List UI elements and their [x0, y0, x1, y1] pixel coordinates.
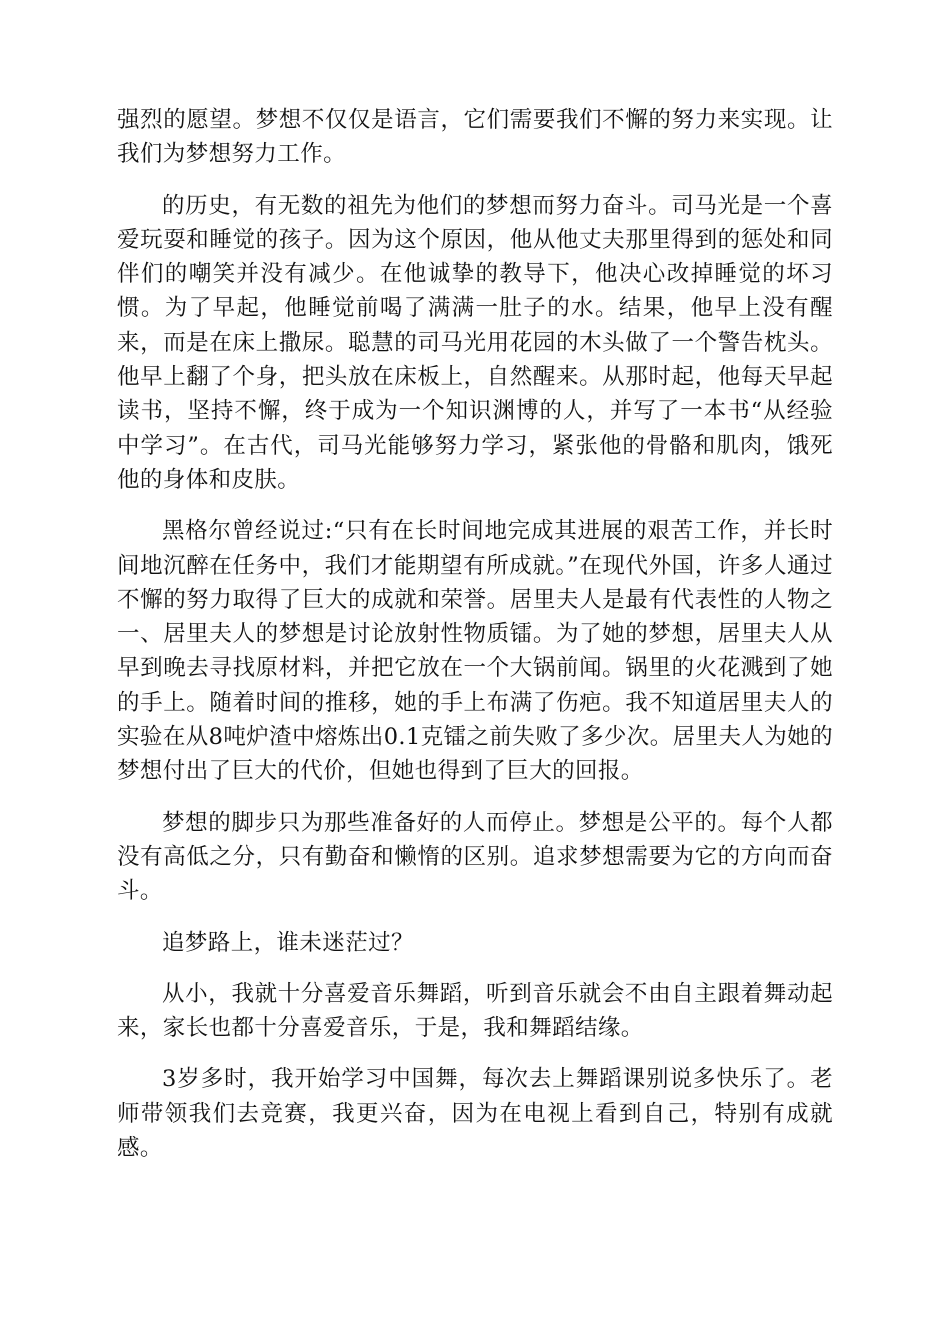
- paragraph: 黑格尔曾经说过:“只有在长时间地完成其进展的艰苦工作，并长时间地沉醉在任务中，我们才能期望有所成就。”在现代外国，许多人通过不懈的努力取得了巨大的成就和荣誉。居里夫人是最有代表性的人物之一、居里夫人的梦想是讨论放射性物质镭。为了她的梦想，居里夫人从早到晚去寻找原材料，并把它放在一个大锅前闻。锅里的火花溅到了她的手上。随着时间的推移，她的手上布满了伤疤。我不知道居里夫人的实验在从8吨炉渣中熔炼出0.1克镭之前失败了多少次。居里夫人为她的梦想付出了巨大的代价，但她也得到了巨大的回报。: [117, 518, 833, 785]
- paragraph: 强烈的愿望。梦想不仅仅是语言，它们需要我们不懈的努力来实现。让我们为梦想努力工作。: [117, 107, 833, 168]
- paragraph: 的历史，有无数的祖先为他们的梦想而努力奋斗。司马光是一个喜爱玩耍和睡觉的孩子。因为这个原因，他从他丈夫那里得到的惩处和同伴们的嘲笑并没有减少。在他诚挚的教导下，他决心改掉睡觉的坏习惯。为了早起，他睡觉前喝了满满一肚子的水。结果，他早上没有醒来，而是在床上撒尿。聪慧的司马光用花园的木头做了一个警告枕头。他早上翻了个身，把头放在床板上，自然醒来。从那时起，他每天早起读书，坚持不懈，终于成为一个知识渊博的人，并写了一本书“从经验中学习”。在古代，司马光能够努力学习，紧张他的骨骼和肌肉，饿死他的身体和皮肤。: [117, 192, 833, 493]
- document-page: [117, 103, 833, 1182]
- paragraph: 3岁多时，我开始学习中国舞，每次去上舞蹈课别说多快乐了。老师带领我们去竞赛，我更兴奋，因为在电视上看到自己，特别有成就感。: [117, 1066, 833, 1162]
- paragraph: 从小，我就十分喜爱音乐舞蹈，听到音乐就会不由自主跟着舞动起来，家长也都十分喜爱音乐，于是，我和舞蹈结缘。: [117, 980, 833, 1042]
- paragraph: 梦想的脚步只为那些准备好的人而停止。梦想是公平的。每个人都没有高低之分，只有勤奋和懒惰的区别。追求梦想需要为它的方向而奋斗。: [117, 809, 833, 905]
- paragraph: 追梦路上，谁未迷茫过？: [162, 929, 414, 956]
